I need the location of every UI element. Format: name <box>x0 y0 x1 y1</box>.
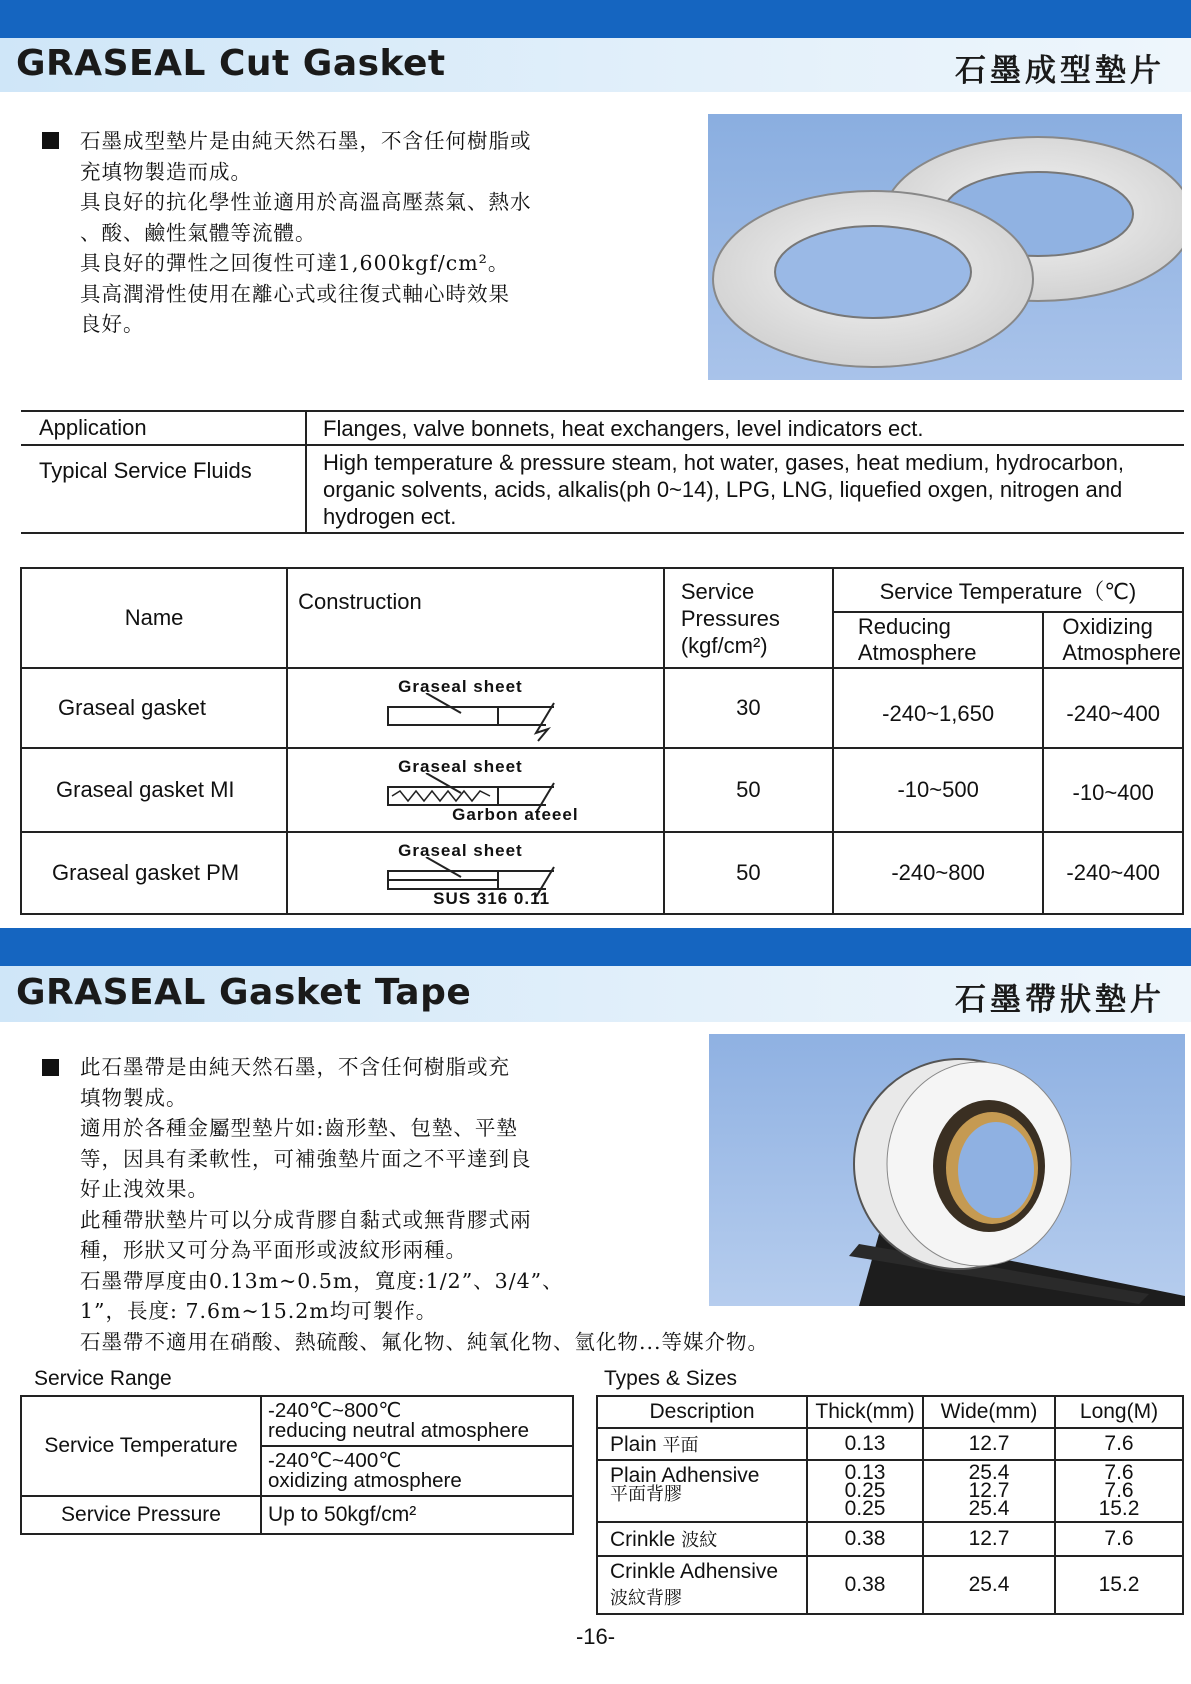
section1-title-band <box>0 38 1191 92</box>
construction-diagram <box>287 748 664 832</box>
types-sizes-caption: Types & Sizes <box>604 1367 738 1390</box>
section1-title-en: GRASEAL Cut Gasket <box>16 43 446 84</box>
service-pressure-label: Service Pressure <box>21 1496 261 1534</box>
top-color-bar <box>0 0 1191 38</box>
service-range-table <box>20 1395 574 1535</box>
row-pressure: 50 <box>664 748 833 832</box>
desc-zh: 波紋 <box>681 1530 718 1551</box>
thick-value: 0.38 <box>807 1556 923 1614</box>
row-reducing: -10~500 <box>833 748 1044 832</box>
row-pressure: 50 <box>664 832 833 914</box>
desc-zh: 波紋背膠 <box>610 1587 682 1609</box>
row-pressure: 30 <box>664 668 833 748</box>
long-value: 7.6 <box>1055 1428 1183 1460</box>
long-value: 7.6 7.6 15.2 <box>1055 1460 1183 1522</box>
header-construction: Construction <box>287 568 664 668</box>
header-long: Long(M) <box>1055 1396 1183 1428</box>
section2-title-en: GRASEAL Gasket Tape <box>16 972 472 1013</box>
row-reducing: -240~800 <box>833 832 1044 914</box>
table-row <box>21 668 1183 748</box>
header-name: Name <box>21 568 287 668</box>
thick-value: 0.38 <box>807 1522 923 1556</box>
types-sizes-table <box>596 1395 1184 1615</box>
wide-value: 12.7 <box>923 1428 1055 1460</box>
service-temp-reducing: -240℃~800℃ reducing neutral atmosphere <box>261 1396 573 1446</box>
header-wide: Wide(mm) <box>923 1396 1055 1428</box>
page-number: -16- <box>575 1624 616 1649</box>
header-reducing: Reducing Atmosphere <box>833 612 1044 668</box>
table-row <box>21 832 1183 914</box>
table-row <box>597 1460 1183 1522</box>
tape-roll-illustration <box>709 1034 1185 1306</box>
table-row <box>21 748 1183 832</box>
row-name: Graseal gasket MI <box>21 748 287 832</box>
row-oxidizing: -240~400 <box>1043 832 1183 914</box>
table-row <box>597 1556 1183 1614</box>
desc-en: Plain <box>610 1433 657 1456</box>
section1-title-zh: 石墨成型墊片 <box>955 53 1165 89</box>
gasket-illustration <box>708 114 1182 380</box>
fluids-label: Typical Service Fluids <box>21 445 306 533</box>
service-temp-label: Service Temperature <box>21 1396 261 1496</box>
tape-photo <box>709 1034 1185 1306</box>
long-value: 7.6 <box>1055 1522 1183 1556</box>
section1-description: 石墨成型墊片是由純天然石墨，不含任何樹脂或 充填物製造而成。 具良好的抗化學性並適用於高溫高壓蒸氣、熱水 、酸、鹼性氣體等流體。 具良好的彈性之回復性可達1,600kgf/cm²。 具高潤滑性使用在離心式或往復式軸心時效果 良好。 <box>80 129 532 336</box>
header-temperature: Service Temperature（℃) <box>833 568 1183 612</box>
section2-title-band <box>0 966 1191 1022</box>
bullet-marker <box>42 132 59 149</box>
diagram-label-sheet: Graseal sheet <box>398 841 523 860</box>
desc-zh: 平面 <box>662 1435 699 1456</box>
row-oxidizing: -240~400 <box>1043 668 1183 748</box>
spec-table <box>20 567 1184 915</box>
section2-title-zh: 石墨帶狀墊片 <box>955 982 1165 1018</box>
construction-diagram <box>287 832 664 914</box>
service-temp-oxidizing: -240℃~400℃ oxidizing atmosphere <box>261 1446 573 1496</box>
gasket-photo <box>708 114 1182 380</box>
diagram-label-core: Garbon ateeel <box>452 805 579 824</box>
row-name: Graseal gasket PM <box>21 832 287 914</box>
header-oxidizing: Oxidizing Atmosphere <box>1043 612 1183 668</box>
section2-description: 此石墨帶是由純天然石墨，不含任何樹脂或充 填物製成。 適用於各種金屬型墊片如:齒形墊、包墊、平墊 等，因具有柔軟性，可補強墊片面之不平達到良 好止洩效果。 此種帶狀墊片可以分成背膠自黏式或無背膠式兩 種，形狀又可分為平面形或波紋形兩種。 石墨帶厚度由0.13m~0.5m，寬度:1/2”、3/4”、 1”，長度: 7.6m~15.2m均可製作。 石墨帶不適用在硝酸、熱硫酸、氟化物、純氧化物、氫化物...等媒介物。 <box>80 1055 770 1354</box>
row-oxidizing: -10~400 <box>1043 748 1183 832</box>
application-table <box>21 410 1184 534</box>
header-description: Description <box>597 1396 807 1428</box>
service-range-caption: Service Range <box>34 1367 172 1390</box>
wide-value: 25.4 <box>923 1556 1055 1614</box>
diagram-label-core: SUS 316 0.11 <box>433 889 551 908</box>
application-value: Flanges, valve bonnets, heat exchangers, level indicators ect. <box>306 411 1184 445</box>
table-row <box>597 1522 1183 1556</box>
header-thick: Thick(mm) <box>807 1396 923 1428</box>
section2-color-bar <box>0 928 1191 966</box>
service-pressure-value: Up to 50kgf/cm² <box>261 1496 573 1534</box>
diagram-label-sheet: Graseal sheet <box>398 677 523 696</box>
desc-zh: 平面背膠 <box>610 1484 682 1505</box>
wide-value: 12.7 <box>923 1522 1055 1556</box>
construction-diagram <box>287 668 664 748</box>
wide-value: 25.4 12.7 25.4 <box>923 1460 1055 1522</box>
thick-value: 0.13 0.25 0.25 <box>807 1460 923 1522</box>
fluids-value: High temperature & pressure steam, hot water, gases, heat medium, hydrocarbon, organic solvents, acids, alkalis(ph 0~14), LPG, LNG, liquefied oxgen, nitrogen and hydrogen ect. <box>306 445 1184 533</box>
table-row <box>597 1428 1183 1460</box>
desc-en: Plain Adhensive <box>610 1464 760 1487</box>
diagram-label-sheet: Graseal sheet <box>398 757 523 776</box>
thick-value: 0.13 <box>807 1428 923 1460</box>
gasket-cross-section-icon <box>386 693 586 743</box>
desc-en: Crinkle <box>610 1528 676 1551</box>
long-value: 15.2 <box>1055 1556 1183 1614</box>
row-reducing: -240~1,650 <box>833 668 1044 748</box>
row-name: Graseal gasket <box>21 668 287 748</box>
application-label: Application <box>21 411 306 445</box>
header-pressure: Service Pressures (kgf/cm²) <box>664 568 833 668</box>
bullet-marker <box>42 1059 59 1076</box>
desc-en: Crinkle Adhensive <box>610 1559 779 1583</box>
